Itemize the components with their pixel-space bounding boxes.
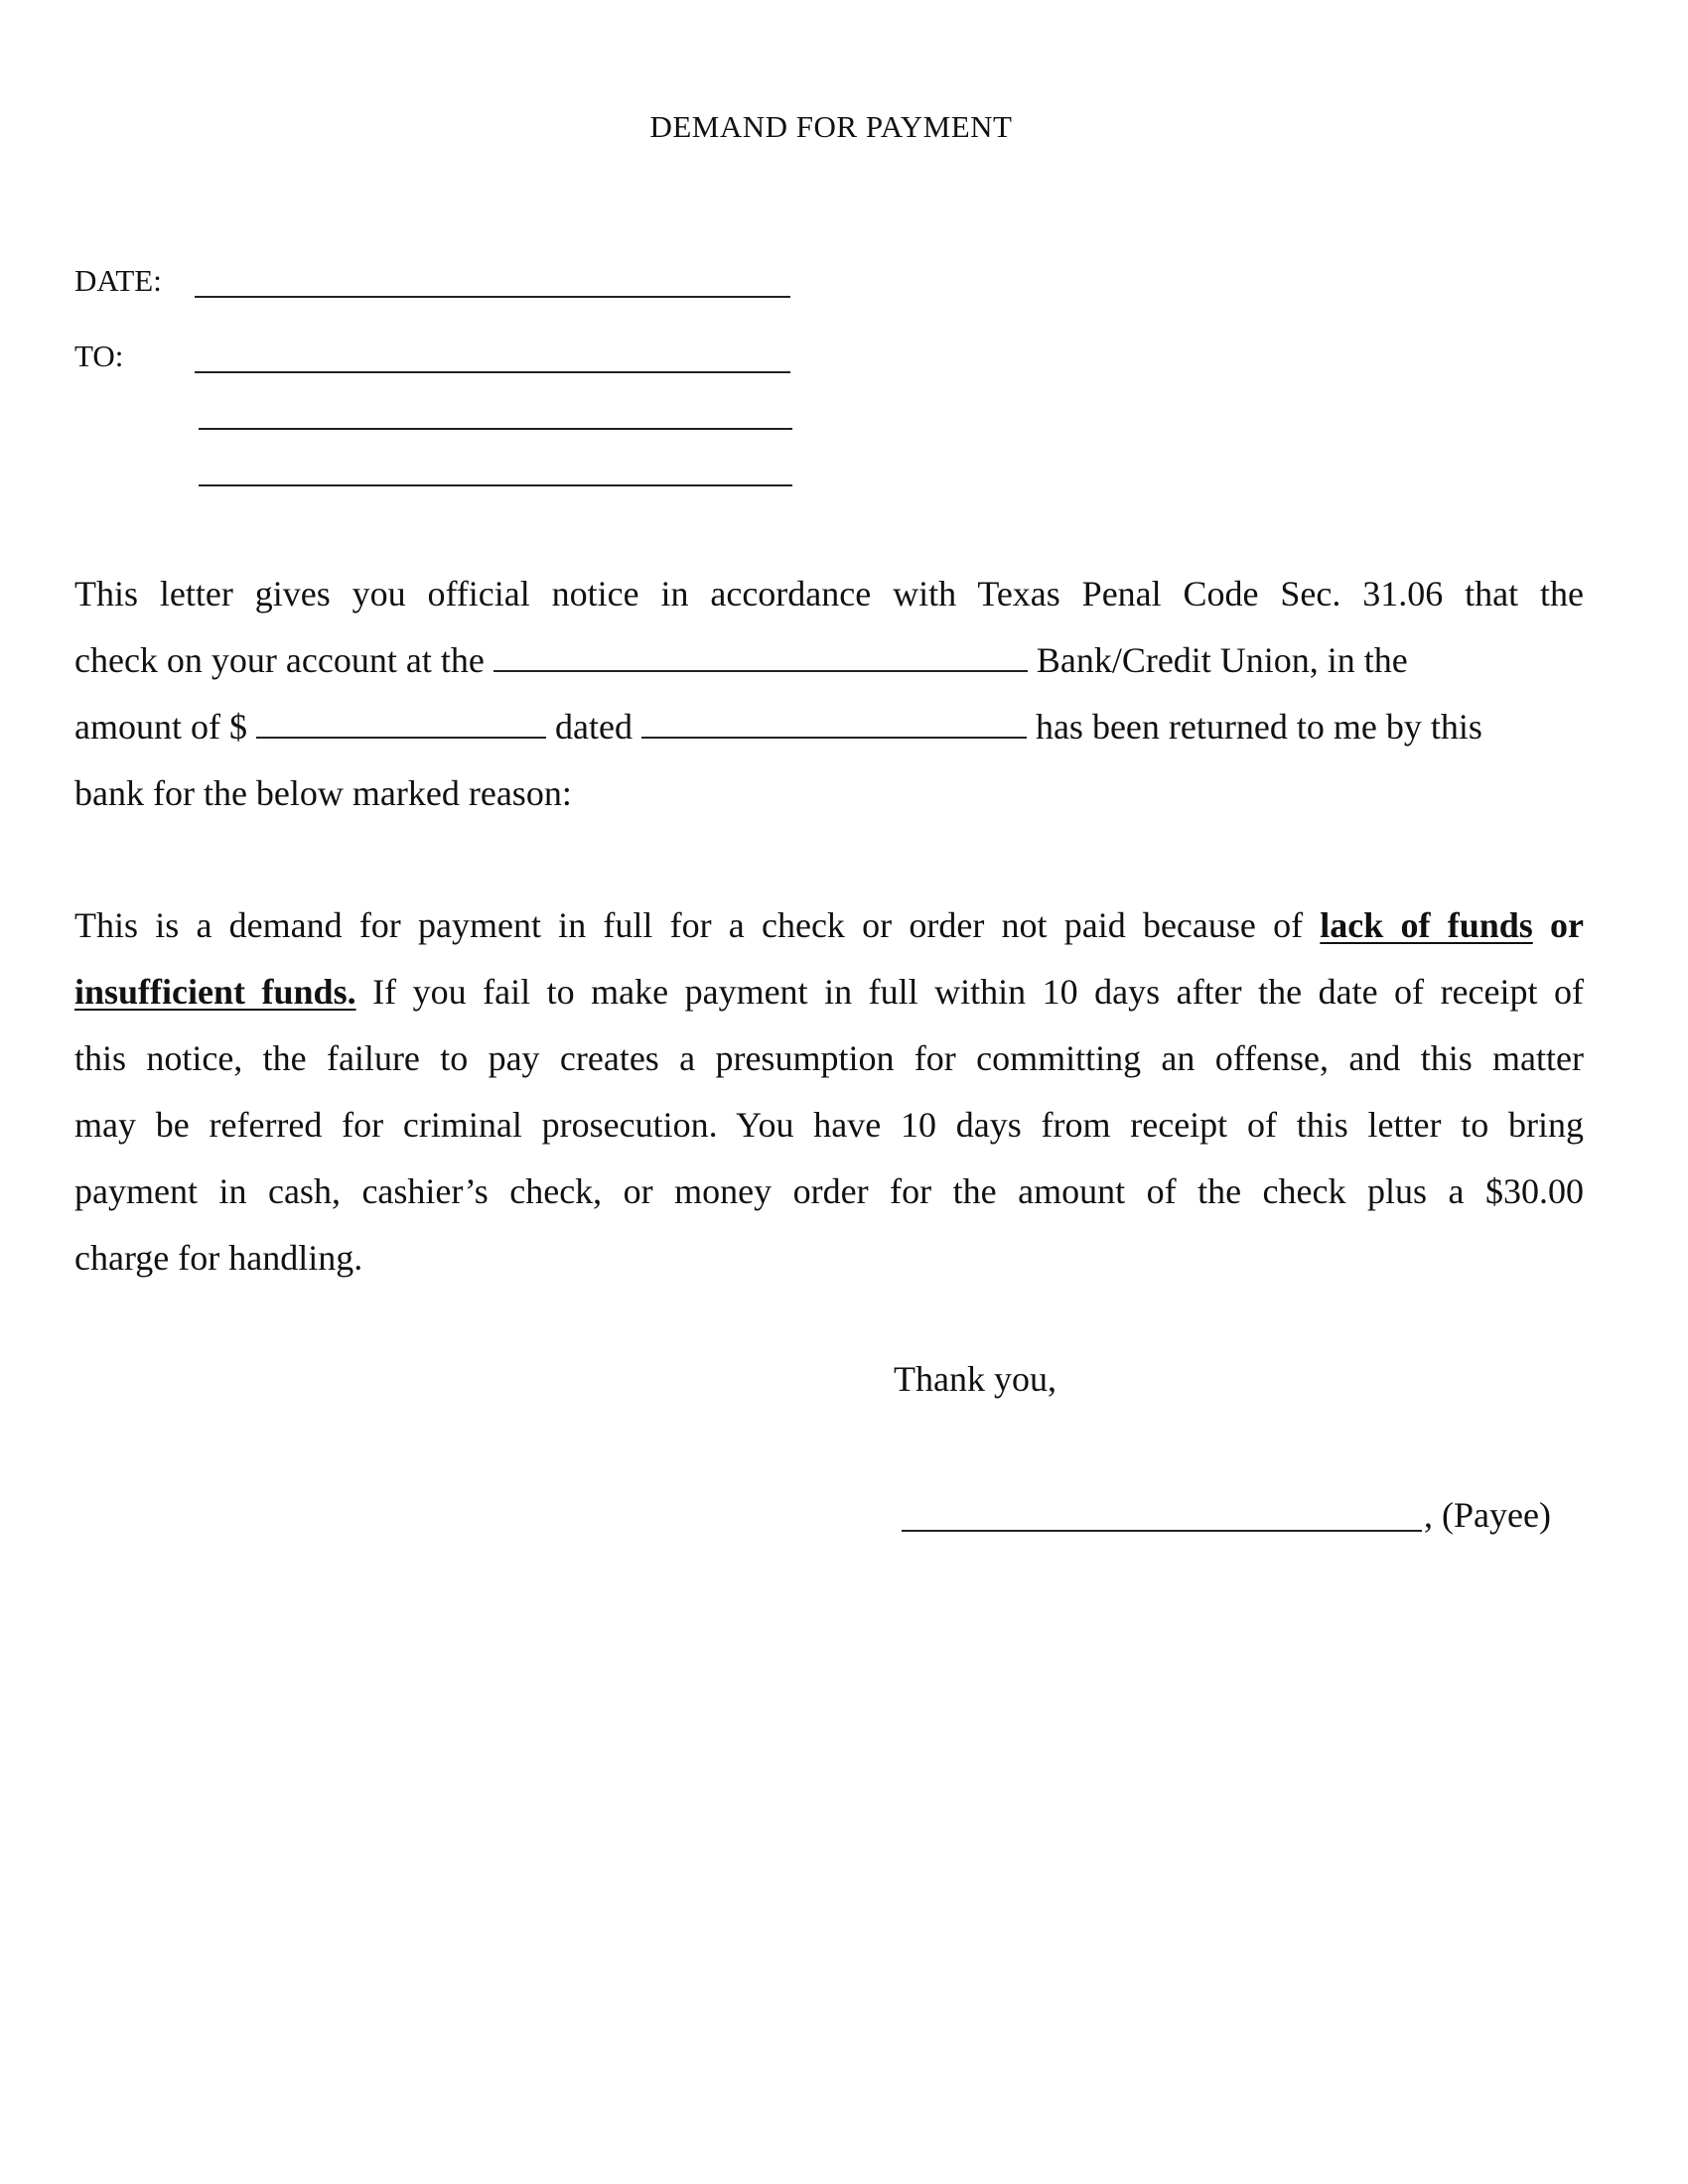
demand-line-3: this notice, the failure to pay creates a presumption for committing an offense, and this matter — [74, 1038, 1584, 1078]
notice-line-3 — [74, 694, 1584, 760]
notice-line-3-middle: dated — [554, 707, 633, 747]
lack-of-funds-text: lack of funds — [1320, 905, 1533, 945]
notice-line-2-before: check on your account at the — [74, 640, 485, 680]
date-label: DATE: — [74, 263, 162, 298]
notice-paragraph — [74, 561, 1584, 827]
demand-line-5: payment in cash, cashier’s check, or money order for the amount of the check plus a $30.00 — [74, 1171, 1584, 1211]
date-blank-line[interactable] — [195, 296, 790, 298]
notice-line-3-after: has been returned to me by this — [1035, 707, 1482, 747]
notice-line-4: bank for the below marked reason: — [74, 773, 572, 813]
notice-line-3-before: amount of $ — [74, 707, 247, 747]
demand-line-1-text: This is a demand for payment in full for a check or order not paid because of — [74, 905, 1304, 945]
to-blank-line-2[interactable] — [199, 428, 792, 430]
payee-signature-line[interactable] — [902, 1530, 1422, 1532]
notice-line-1: This letter gives you official notice in accordance with Texas Penal Code Sec. 31.06 that the — [74, 574, 1584, 614]
document-title: DEMAND FOR PAYMENT — [649, 109, 1013, 144]
insufficient-funds-text: insufficient funds. — [74, 972, 356, 1012]
amount-blank[interactable] — [256, 707, 546, 739]
closing-thanks: Thank you, — [894, 1359, 1056, 1399]
notice-line-2 — [74, 627, 1584, 694]
demand-line-6: charge for handling. — [74, 1238, 363, 1278]
notice-line-2-after: Bank/Credit Union, in the — [1036, 640, 1408, 680]
demand-line-1 — [74, 892, 1584, 959]
demand-line-4: may be referred for criminal prosecution. You have 10 days from receipt of this letter to bring — [74, 1105, 1584, 1145]
demand-paragraph — [74, 892, 1584, 1292]
payee-label: , (Payee) — [1424, 1495, 1551, 1535]
bank-name-blank[interactable] — [493, 640, 1028, 672]
demand-line-2 — [74, 959, 1584, 1025]
check-date-blank[interactable] — [641, 707, 1027, 739]
demand-line-2-after: If you fail to make payment in full within 10 days after the date of receipt of — [372, 972, 1584, 1012]
to-label: TO: — [74, 339, 124, 373]
or-text: or — [1550, 905, 1584, 945]
to-blank-line-3[interactable] — [199, 484, 792, 486]
to-blank-line-1[interactable] — [195, 371, 790, 373]
